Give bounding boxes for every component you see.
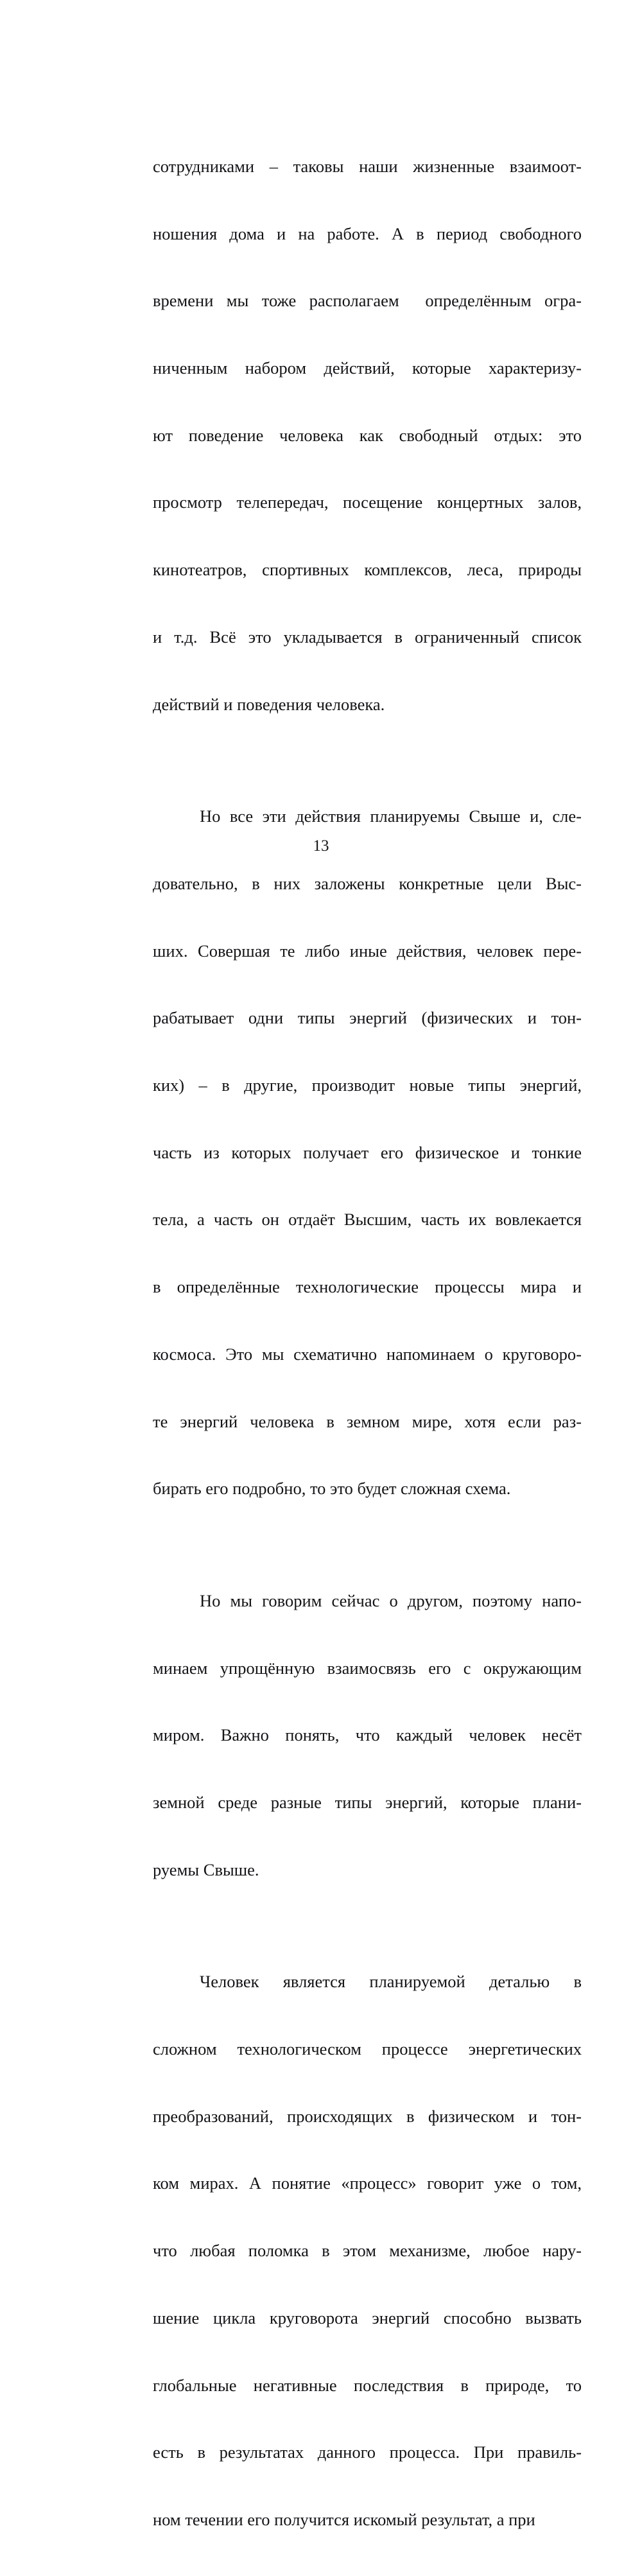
text-line: сотрудниками – таковы наши жизненные взаимоот- [153, 156, 582, 176]
text-line: и т.д. Всё это укладывается в ограниченный список [153, 627, 582, 647]
text-line: просмотр телепередач, посещение концертных залов, [153, 492, 582, 512]
text-line: руемы Свыше. [153, 1859, 259, 1879]
paragraph-3 [153, 1545, 582, 1926]
paragraph-2 [153, 760, 582, 1545]
text-line: есть в результатах данного процесса. При правиль- [153, 2442, 582, 2462]
text-line: ших. Совершая те либо иные действия, человек пере- [153, 941, 582, 961]
text-line: ких) – в другие, производит новые типы энергий, [153, 1075, 582, 1095]
text-line: минаем упрощённую взаимосвязь его с окружающим [153, 1658, 582, 1678]
text-line: в определённые технологические процессы мира и [153, 1277, 582, 1297]
page-number: 13 [313, 837, 329, 855]
text-line: времени мы тоже располагаем определённым огра- [153, 291, 582, 311]
text-line: кинотеатров, спортивных комплексов, леса, природы [153, 560, 582, 580]
text-line: глобальные негативные последствия в природе, то [153, 2375, 582, 2395]
text-line: ниченным набором действий, которые характеризу- [153, 358, 582, 378]
paragraph-4 [153, 1926, 582, 2575]
text-line: действий и поведения человека. [153, 694, 385, 714]
text-line: бирать его подробно, то это будет сложная схема. [153, 1479, 511, 1499]
text-line: ношения дома и на работе. А в период свободного [153, 223, 582, 243]
text-line: Но мы говорим сейчас о другом, поэтому напо- [200, 1590, 582, 1610]
text-line: сложном технологическом процессе энергетических [153, 2039, 582, 2058]
text-line: ном течении его получится искомый результат, а при [153, 2509, 535, 2529]
text-line: миром. Важно понять, что каждый человек несёт [153, 1725, 582, 1745]
text-line: что любая поломка в этом механизме, любое нару- [153, 2241, 582, 2261]
text-line: Человек является планируемой деталью в [200, 1972, 582, 1992]
text-line: Но все эти действия планируемы Свыше и, сле- [200, 806, 582, 826]
text-line: ют поведение человека как свободный отдых: это [153, 425, 582, 445]
text-line: рабатывает одни типы энергий (физических и тон- [153, 1008, 582, 1028]
text-line: те энергий человека в земном мире, хотя если раз- [153, 1411, 582, 1431]
text-line: тела, а часть он отдаёт Высшим, часть их вовлекается [153, 1210, 582, 1230]
page-text-body [153, 110, 582, 2576]
text-line: земной среде разные типы энергий, которые плани- [153, 1792, 582, 1812]
text-line: шение цикла круговорота энергий способно вызвать [153, 2308, 582, 2328]
paragraph-1 [153, 110, 582, 760]
text-line: часть из которых получает его физическое и тонкие [153, 1142, 582, 1162]
text-line: преобразований, происходящих в физическом и тон- [153, 2106, 582, 2126]
text-line: довательно, в них заложены конкретные цели Выс- [153, 873, 582, 893]
text-line: космоса. Это мы схематично напоминаем о круговоро- [153, 1344, 582, 1364]
text-line: ком мирах. А понятие «процесс» говорит уже о том, [153, 2173, 582, 2193]
